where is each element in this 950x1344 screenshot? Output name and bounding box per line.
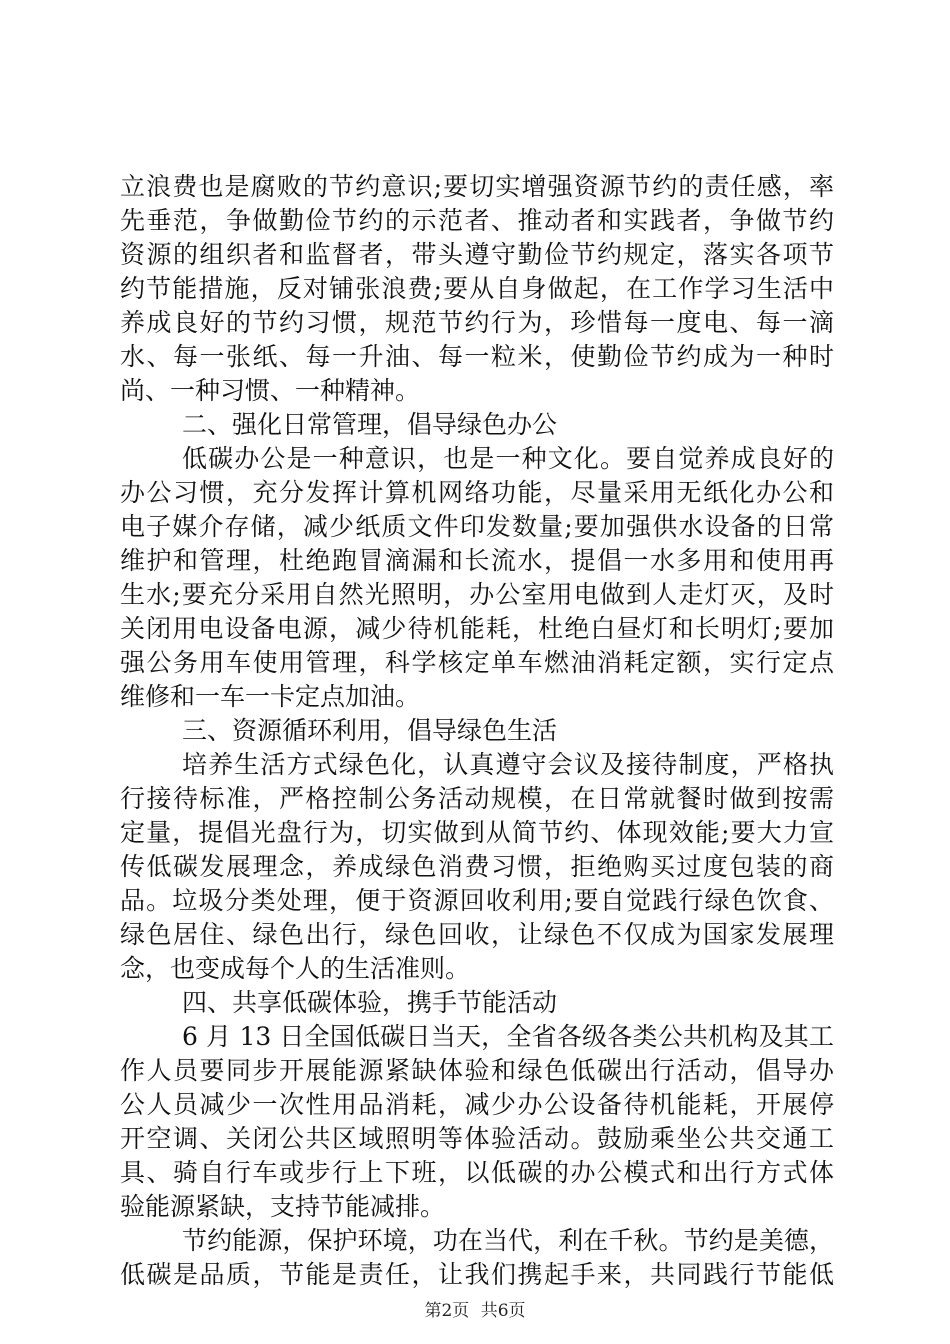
text-line: 二、强化日常管理，倡导绿色办公 (182, 410, 558, 439)
text-line: 水、每一张纸、每一升油、每一粒米，使勤俭节约成为一种时 (120, 342, 834, 371)
paragraph (120, 1020, 834, 1224)
text-line: 电子媒介存储，减少纸质文件印发数量;要加强供水设备的日常 (120, 512, 834, 541)
section-heading (120, 986, 834, 1020)
text-line: 定量，提倡光盘行为，切实做到从简节约、体现效能;要大力宣 (120, 818, 834, 847)
text-line: 开空调、关闭公共区域照明等体验活动。鼓励乘坐公共交通工 (120, 1124, 834, 1153)
text-line: 绿色居住、绿色出行，绿色回收，让绿色不仅成为国家发展理 (120, 920, 834, 949)
text-line: 四、共享低碳体验，携手节能活动 (182, 988, 558, 1017)
text-line: 资源的组织者和监督者，带头遵守勤俭节约规定，落实各项节 (120, 240, 834, 269)
text-line: 培养生活方式绿色化，认真遵守会议及接待制度，严格执 (182, 750, 834, 779)
text-line: 先垂范，争做勤俭节约的示范者、推动者和实践者，争做节约 (120, 206, 834, 235)
paragraph (120, 442, 834, 714)
text-line: 关闭用电设备电源，减少待机能耗，杜绝白昼灯和长明灯;要加 (120, 614, 834, 643)
text-line: 立浪费也是腐败的节约意识;要切实增强资源节约的责任感，率 (120, 172, 834, 201)
text-line: 生水;要充分采用自然光照明，办公室用电做到人走灯灭，及时 (120, 580, 834, 609)
text-line: 念，也变成每个人的生活准则。 (120, 954, 471, 983)
text-line: 公人员减少一次性用品消耗，减少办公设备待机能耗，开展停 (120, 1090, 834, 1119)
text-line: 维修和一车一卡定点加油。 (120, 682, 421, 711)
text-line: 行接待标准，严格控制公务活动规模，在日常就餐时做到按需 (120, 784, 834, 813)
text-line: 低碳办公是一种意识，也是一种文化。要自觉养成良好的 (182, 444, 834, 473)
text-line: 验能源紧缺，支持节能减排。 (120, 1192, 446, 1221)
document-body (120, 170, 834, 1292)
text-line: 强公务用车使用管理，科学核定单车燃油消耗定额，实行定点 (120, 648, 834, 677)
text-line: 约节能措施，反对铺张浪费;要从自身做起，在工作学习生活中 (120, 274, 834, 303)
section-heading (120, 408, 834, 442)
text-line: 6 月 13 日全国低碳日当天，全省各级各类公共机构及其工 (182, 1022, 834, 1051)
text-line: 作人员要同步开展能源紧缺体验和绿色低碳出行活动，倡导办 (120, 1056, 834, 1085)
text-line: 养成良好的节约习惯，规范节约行为，珍惜每一度电、每一滴 (120, 308, 834, 337)
paragraph (120, 748, 834, 986)
text-line: 节约能源，保护环境，功在当代，利在千秋。节约是美德， (182, 1226, 834, 1255)
text-line: 维护和管理，杜绝跑冒滴漏和长流水，提倡一水多用和使用再 (120, 546, 834, 575)
page-number: 第2页 (424, 1301, 470, 1321)
text-line: 品。垃圾分类处理，便于资源回收利用;要自觉践行绿色饮食、 (120, 886, 834, 915)
page-footer (0, 1300, 950, 1322)
paragraph (120, 170, 834, 408)
paragraph (120, 1224, 834, 1292)
text-line: 低碳是品质，节能是责任，让我们携起手来，共同践行节能低 (120, 1260, 834, 1289)
text-line: 尚、一种习惯、一种精神。 (120, 376, 421, 405)
text-line: 具、骑自行车或步行上下班，以低碳的办公模式和出行方式体 (120, 1158, 834, 1187)
text-line: 三、资源循环利用，倡导绿色生活 (182, 716, 558, 745)
text-line: 传低碳发展理念，养成绿色消费习惯，拒绝购买过度包装的商 (120, 852, 834, 881)
section-heading (120, 714, 834, 748)
text-line: 办公习惯，充分发挥计算机网络功能，尽量采用无纸化办公和 (120, 478, 834, 507)
page-total: 共6页 (480, 1301, 526, 1321)
